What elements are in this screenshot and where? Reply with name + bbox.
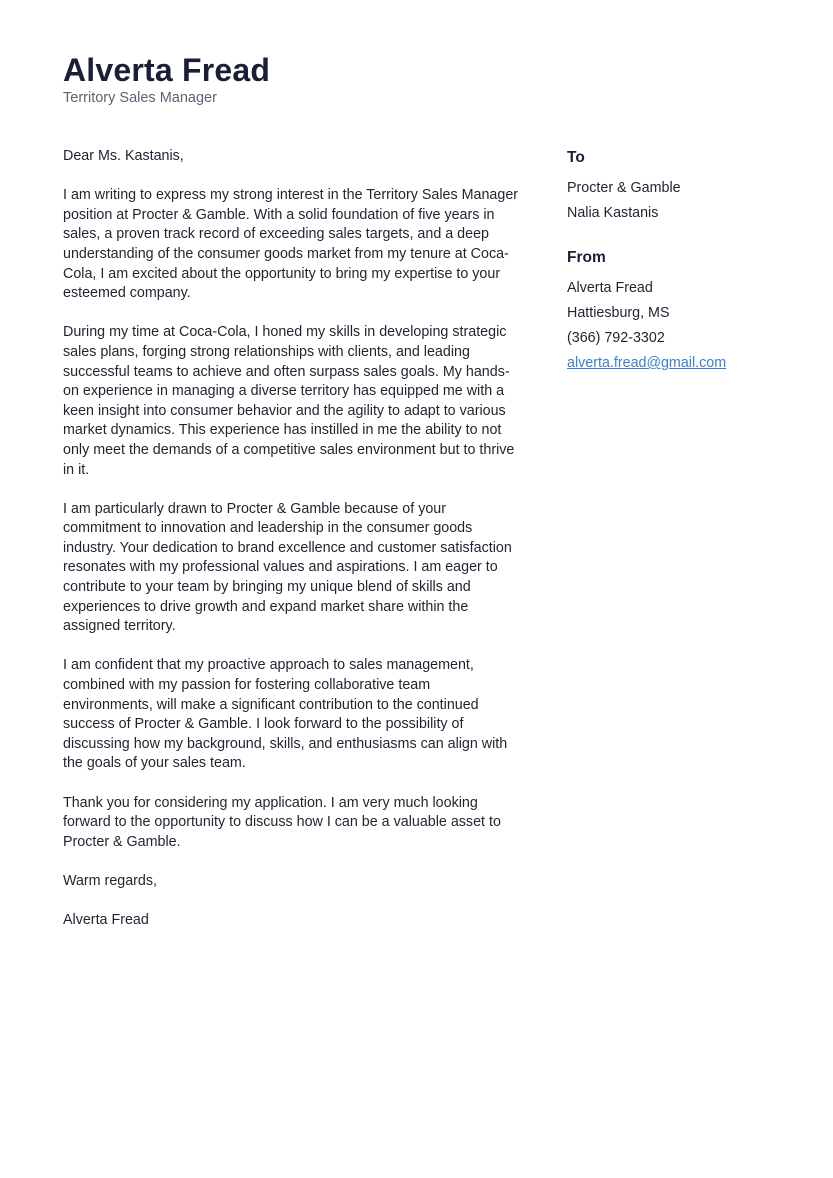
- paragraph-2: During my time at Coca-Cola, I honed my skills in developing strategic sales plans, forging strong relationships with clients, and leading successful teams to achieve and often surpass sales goals. My hands-on experience in managing a diverse territory has equipped me with a keen insight into consumer behavior and the agility to adapt to various market dynamics. This experience has instilled in me the ability to not only meet the demands of a competitive sales environment but to thrive in it.: [63, 324, 515, 478]
- sender-name: Alverta Fread: [567, 280, 653, 296]
- sender-email-link[interactable]: alverta.fread@gmail.com: [567, 355, 727, 371]
- salutation: Dear Ms. Kastanis,: [63, 148, 184, 164]
- contact-sidebar: [567, 148, 797, 398]
- paragraph-3: I am particularly drawn to Procter & Gamble because of your commitment to innovation and leadership in the consumer goods industry. Your dedication to brand excellence and customer satisfaction resonates with my professional values and aspirations. I am eager to contribute to your team by bringing my unique blend of skills and experiences to drive growth and expand market share within the assigned territory.: [63, 500, 512, 635]
- sender-email-line: [567, 351, 797, 376]
- recipient-section: [567, 148, 797, 226]
- paragraph-4: I am confident that my proactive approach to sales management, combined with my passion for fostering collaborative team environments, will make a significant contribution to the continued success of Procter & Gamble. I look forward to the possibility of discussing how my background, skills, and enthusiasms can align with the goals of your sales team.: [63, 657, 508, 772]
- to-heading: To: [567, 149, 585, 166]
- from-heading: From: [567, 249, 606, 266]
- applicant-title: Territory Sales Manager: [63, 90, 217, 106]
- paragraph-5: Thank you for considering my application. I am very much looking forward to the opportunity to discuss how I can be a valuable asset to Procter & Gamble.: [63, 794, 501, 850]
- recipient-name: Nalia Kastanis: [567, 205, 659, 221]
- sender-phone: (366) 792-3302: [567, 330, 665, 346]
- sender-section: [567, 248, 797, 376]
- letter-body: [63, 147, 523, 950]
- signature: Alverta Fread: [63, 912, 149, 929]
- paragraph-1: I am writing to express my strong interest in the Territory Sales Manager position at Procter & Gamble. With a solid foundation of five years in sales, a proven track record of exceeding sales targets, and a deep understanding of the consumer goods market from my tenure at Coca-Cola, I am excited about the opportunity to bring my expertise to your esteemed company.: [63, 187, 519, 302]
- recipient-company: Procter & Gamble: [567, 180, 681, 196]
- closing: Warm regards,: [63, 872, 158, 889]
- applicant-name: Alverta Fread: [63, 52, 271, 88]
- sender-location: Hattiesburg, MS: [567, 305, 670, 321]
- letter-header: [63, 52, 563, 107]
